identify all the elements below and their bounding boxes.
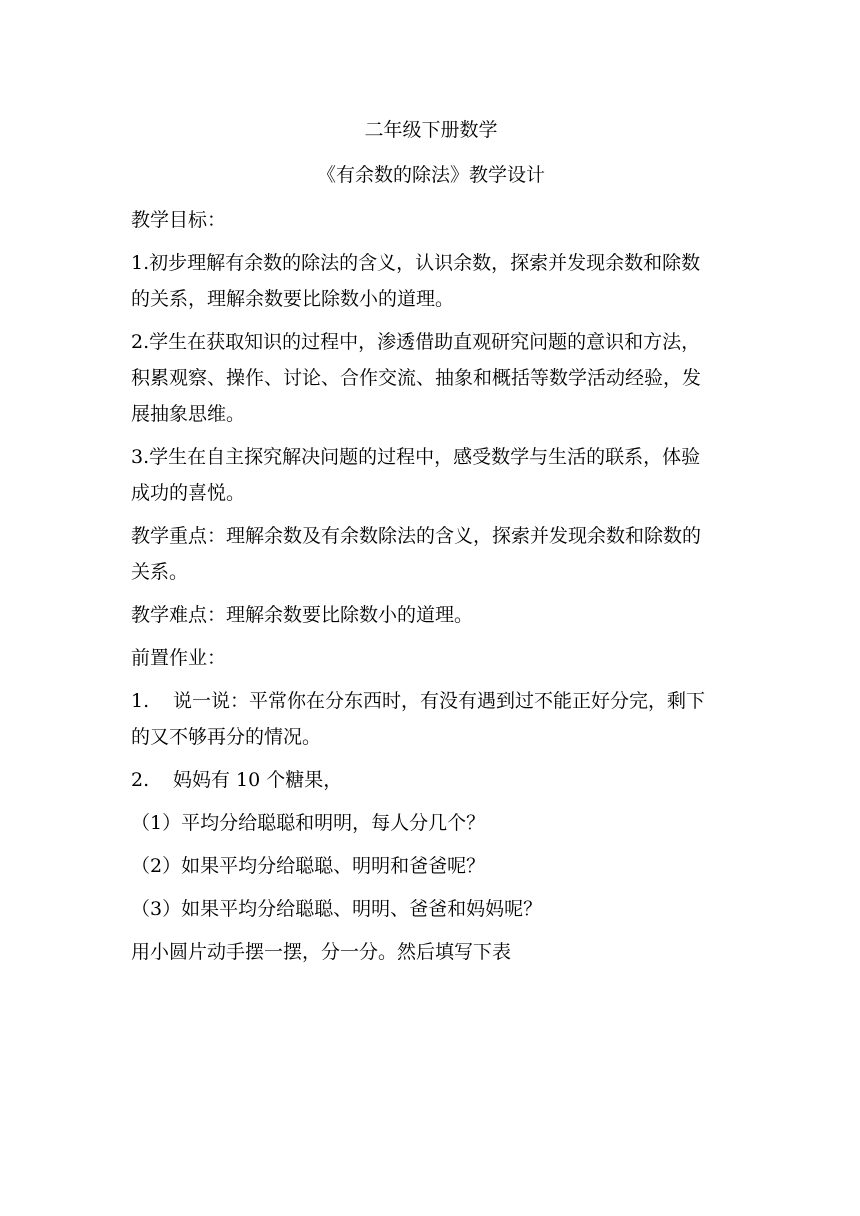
closing-instruction: 用小圆片动手摆一摆，分一分。然后填写下表 (131, 941, 512, 963)
objective-2-line-2: 积累观察、操作、讨论、合作交流、抽象和概括等数学活动经验，发 (131, 367, 702, 389)
objective-item-3 (131, 439, 731, 511)
key-points-line-1: 教学重点：理解余数及有余数除法的含义，探索并发现余数和除数的 (131, 525, 702, 547)
homework-1-number: 1. (131, 690, 150, 712)
sub-question-2: （2）如果平均分给聪聪、明明和爸爸呢？ (131, 855, 486, 877)
homework-item-2 (131, 762, 731, 798)
homework-1-line-1 (131, 683, 731, 719)
difficulty-point: 教学难点：理解余数要比除数小的道理。 (131, 604, 474, 626)
objective-1-line-1: 1.初步理解有余数的除法的含义，认识余数，探索并发现余数和除数 (131, 252, 701, 274)
document-lesson-title: 《有余数的除法》教学设计 (316, 164, 545, 186)
objective-2-line-3: 展抽象思维。 (131, 403, 246, 425)
objectives-heading: 教学目标： (131, 209, 227, 231)
key-points-line-2: 关系。 (131, 561, 189, 583)
objective-3-line-1: 3.学生在自主探究解决问题的过程中，感受数学与生活的联系，体验 (131, 446, 701, 468)
sub-question-3: （3）如果平均分给聪聪、明明、爸爸和妈妈呢？ (131, 898, 543, 920)
objective-2-line-1: 2.学生在获取知识的过程中，渗透借助直观研究问题的意识和方法， (131, 331, 701, 353)
homework-2-number: 2. (131, 769, 150, 791)
homework-2-text: 妈妈有 10 个糖果， (173, 769, 343, 791)
homework-1-line-2: 的又不够再分的情况。 (131, 726, 322, 748)
homework-item-1 (131, 683, 731, 755)
objective-3-line-2: 成功的喜悦。 (131, 482, 246, 504)
objective-item-1 (131, 245, 731, 317)
homework-2-line-1 (131, 762, 731, 798)
document-body (131, 112, 731, 977)
sub-question-1: （1）平均分给聪聪和明明，每人分几个？ (131, 812, 486, 834)
homework-heading: 前置作业： (131, 647, 227, 669)
homework-1-text: 说一说：平常你在分东西时，有没有遇到过不能正好分完，剩下 (173, 690, 706, 712)
objective-1-line-2: 的关系，理解余数要比除数小的道理。 (131, 288, 455, 310)
document-subject-title: 二年级下册数学 (364, 119, 498, 141)
objective-item-2 (131, 324, 731, 432)
key-points (131, 518, 731, 590)
